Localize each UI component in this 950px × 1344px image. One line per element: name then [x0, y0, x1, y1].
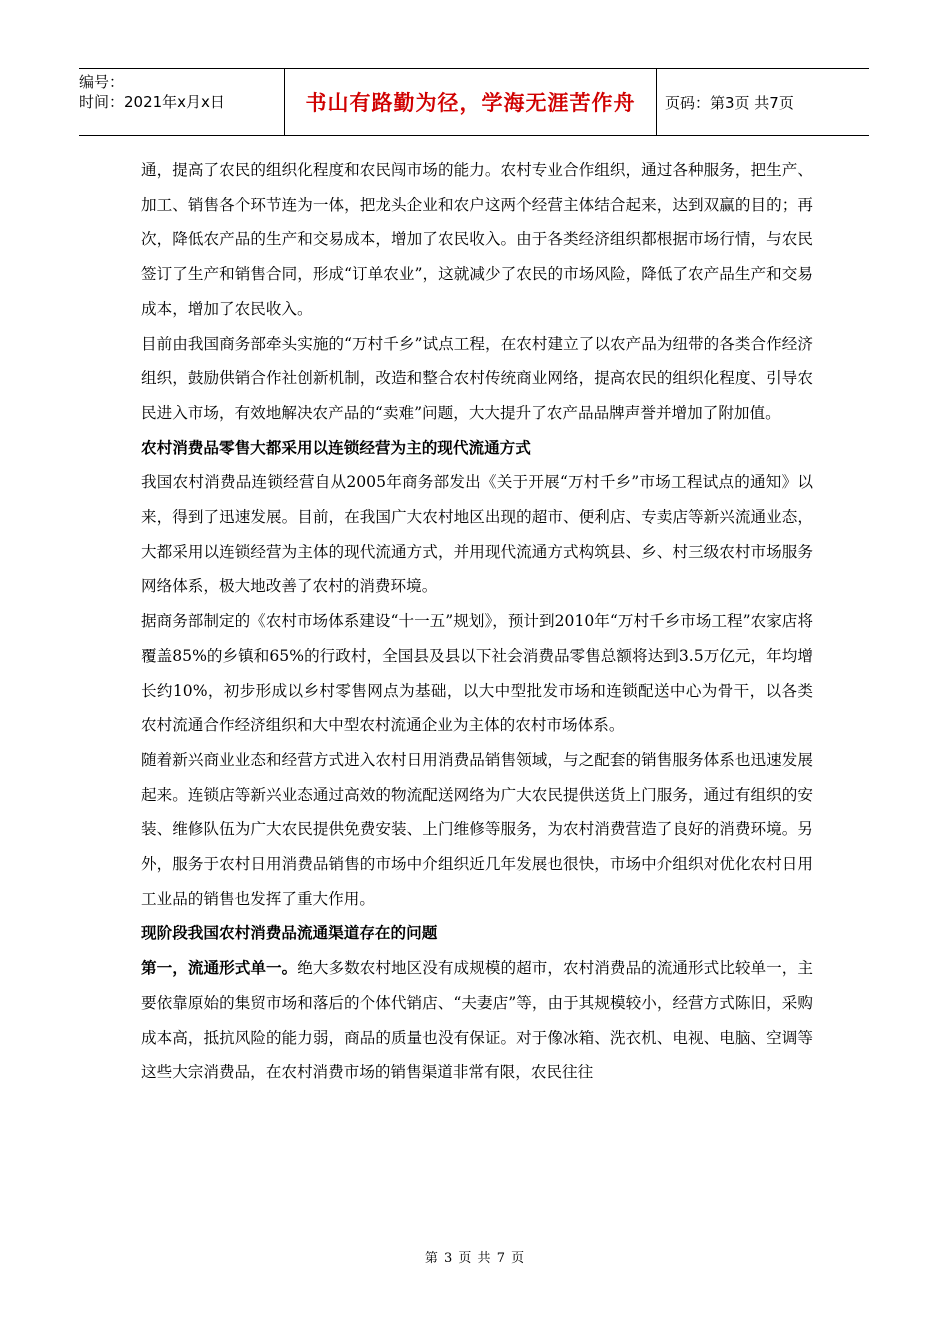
document-body [141, 153, 813, 1090]
doc-date-label: 时间：2021年x月x日 [79, 93, 225, 111]
paragraph-lead: 第一，流通形式单一。 [141, 959, 298, 978]
section-heading: 现阶段我国农村消费品流通渠道存在的问题 [141, 924, 438, 943]
paragraph: 随着新兴商业业态和经营方式进入农村日用消费品销售领域，与之配套的销售服务体系也迅速发展起来。连锁店等新兴业态通过高效的物流配送网络为广大农民提供送货上门服务，通过有组织的安装、维修队伍为广大农民提供免费安装、上门维修等服务，为农村消费营造了良好的消费环境。另外，服务于农村日用消费品销售的市场中介组织近几年发展也很快，市场中介组织对优化农村日用工业品的销售也发挥了重大作用。 [141, 750, 813, 908]
doc-number-label: 编号： [79, 73, 125, 91]
paragraph-with-lead [141, 951, 813, 1090]
paragraph: 目前由我国商务部牵头实施的“万村千乡”试点工程，在农村建立了以农产品为纽带的各类合作经济组织，鼓励供销合作社创新机制，改造和整合农村传统商业网络，提高农民的组织化程度、引导农民进入市场，有效地解决农产品的“卖难”问题，大大提升了农产品品牌声誉并增加了附加值。 [141, 334, 813, 422]
page-footer: 第 3 页 共 7 页 [424, 1251, 526, 1266]
paragraph: 通，提高了农民的组织化程度和农民闯市场的能力。农村专业合作组织，通过各种服务，把生产、加工、销售各个环节连为一体，把龙头企业和农户这两个经营主体结合起来，达到双赢的目的；再次，降低农产品的生产和交易成本，增加了农民收入。由于各类经济组织都根据市场行情，与农民签订了生产和销售合同，形成“订单农业”，这就减少了农民的市场风险，降低了农产品生产和交易成本，增加了农民收入。 [141, 161, 813, 318]
page-header [79, 68, 869, 136]
paragraph: 据商务部制定的《农村市场体系建设“十一五”规划》，预计到2010年“万村千乡市场工程”农家店将覆盖85%的乡镇和65%的行政村，全国县及县以下社会消费品零售总额将达到3.5万亿元，年均增长约10%，初步形成以乡村零售网点为基础，以大中型批发市场和连锁配送中心为骨干，以各类农村流通合作经济组织和大中型农村流通企业为主体的农村市场体系。 [141, 612, 813, 735]
header-page-info: 页码：第3页 共7页 [665, 93, 794, 112]
section-heading: 农村消费品零售大都采用以连锁经营为主的现代流通方式 [141, 438, 531, 457]
header-meta [79, 69, 284, 135]
paragraph: 我国农村消费品连锁经营自从2005年商务部发出《关于开展“万村千乡”市场工程试点的通知》以来，得到了迅速发展。目前，在我国广大农村地区出现的超市、便利店、专卖店等新兴流通业态，大都采用以连锁经营为主体的现代流通方式，并用现代流通方式构筑县、乡、村三级农村市场服务网络体系，极大地改善了农村的消费环境。 [141, 473, 813, 596]
header-page-info-cell [657, 69, 869, 135]
header-motto: 书山有路勤为径，学海无涯苦作舟 [305, 91, 636, 115]
paragraph-text: 绝大多数农村地区没有成规模的超市，农村消费品的流通形式比较单一，主要依靠原始的集贸市场和落后的个体代销店、“夫妻店”等，由于其规模较小，经营方式陈旧，采购成本高，抵抗风险的能力弱，商品的质量也没有保证。对于像冰箱、洗衣机、电视、电脑、空调等这些大宗消费品，在农村消费市场的销售渠道非常有限，农民往往 [141, 959, 813, 1082]
header-motto-cell [284, 69, 657, 135]
